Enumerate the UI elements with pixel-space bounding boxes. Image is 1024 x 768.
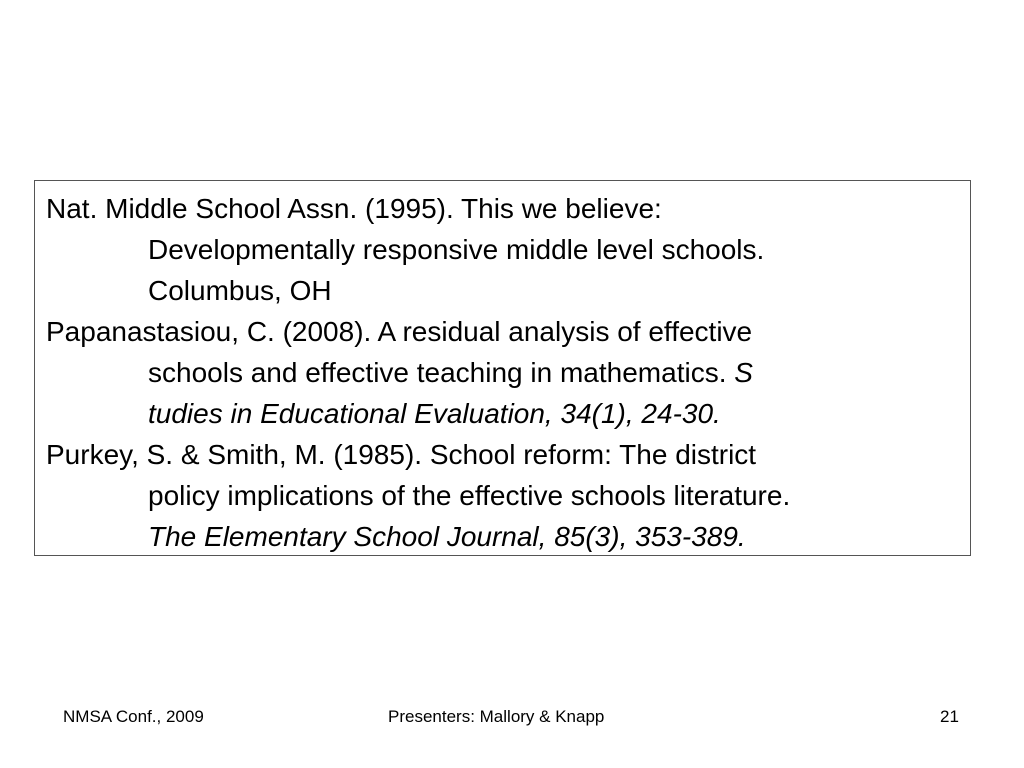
slide-number: 21 [940, 707, 959, 726]
reference-3-line-2: policy implications of the effective schools literature. [148, 480, 791, 511]
reference-2-line-2 [46, 352, 960, 393]
reference-2-line-3: tudies in Educational Evaluation, 34(1), 24-30. [148, 398, 721, 429]
reference-2-line-2-italic: S [734, 357, 753, 388]
references-box [34, 180, 971, 556]
footer-conference: NMSA Conf., 2009 [63, 707, 204, 726]
reference-1-line-3: Columbus, OH [148, 275, 332, 306]
reference-1-line-1: Nat. Middle School Assn. (1995). This we believe: [46, 193, 662, 224]
footer-presenters: Presenters: Mallory & Knapp [388, 707, 605, 726]
reference-1-line-2: Developmentally responsive middle level schools. [148, 234, 765, 265]
reference-3-line-1: Purkey, S. & Smith, M. (1985). School reform: The district [46, 439, 757, 470]
reference-3-line-3: The Elementary School Journal, 85(3), 353-389. [148, 521, 746, 552]
reference-2-line-2-text: schools and effective teaching in mathematics. [148, 357, 735, 388]
reference-2-line-1: Papanastasiou, C. (2008). A residual analysis of effective [46, 316, 753, 347]
